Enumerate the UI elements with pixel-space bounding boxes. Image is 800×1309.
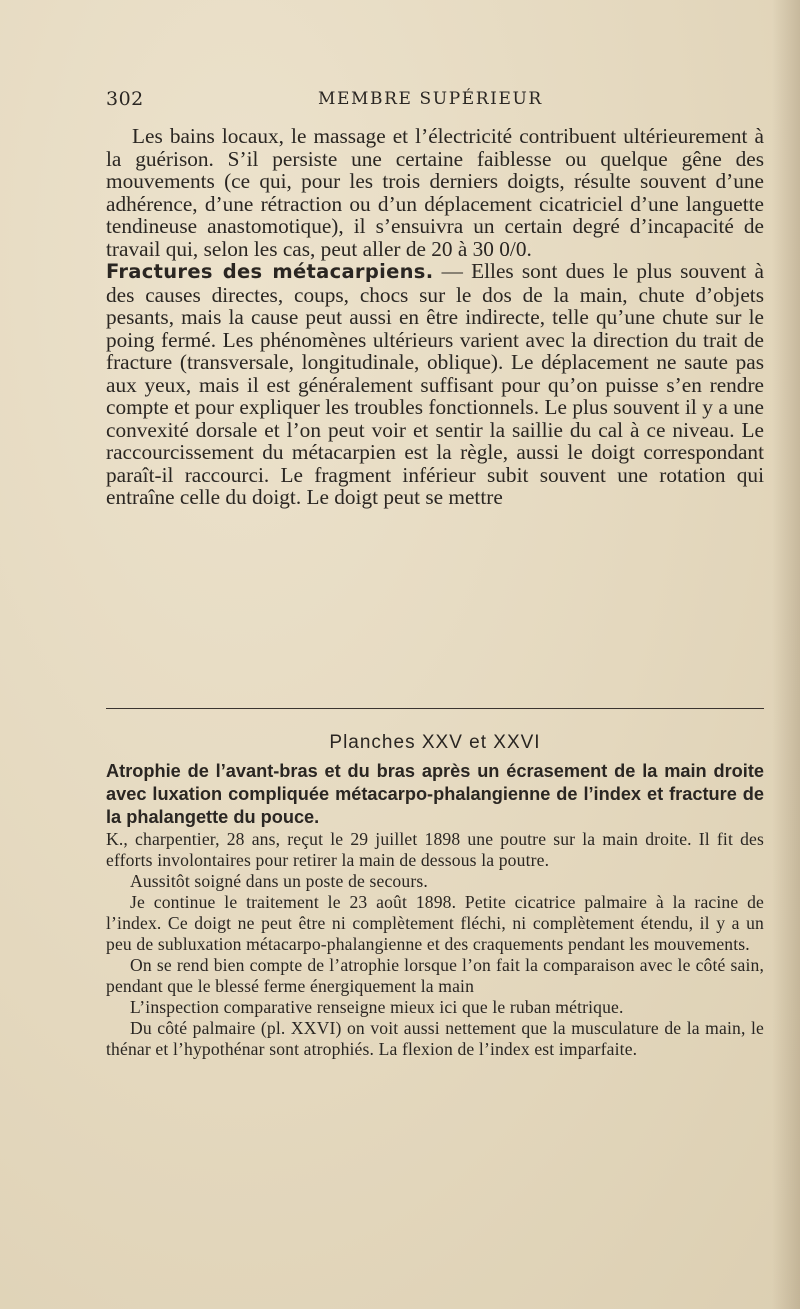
running-title: MEMBRE SUPÉRIEUR <box>318 89 543 109</box>
note-patient: K., charpentier, 28 ans, reçut le 29 juillet 1898 une poutre sur la main droite. Il fit des efforts involontaires pour retirer la main de dessous la poutre. <box>106 829 764 870</box>
note-treatment: Je continue le traitement le 23 août 1898. Petite cicatrice palmaire à la racine de l’index. Ce doigt ne peut être ni complètement fléchi, ni complètement étendu, il y a un peu de subluxation métacarpo-phalangienne et des craquements pendant les mouvements. <box>106 892 764 954</box>
paragraph-bains: Les bains locaux, le massage et l’électricité contribuent ultérieurement à la guérison. S’il persiste une certaine faiblesse ou quelque gêne des mouvements (ce qui, pour les trois derniers doigts, résulte souvent d’une adhérence, d’une rétraction ou d’un déplacement cicatriciel d’une languette tendineuse anastomotique), il s’ensuivra un certain degré d’incapacité de travail qui, selon les cas, peut aller de 20 à 30 0/0. <box>106 124 764 261</box>
paragraph-fractures-text: — Elles sont dues le plus souvent à des causes directes, coups, chocs sur le dos de la main, chute d’objets pesants, mais la cause peut aussi en être indirecte, telle qu’une chute sur le poing fermé. Les phénomènes ultérieurs varient avec la direction du trait de fracture (transversale, longitudinale, oblique). Le déplacement ne saute pas aux yeux, mais il est généralement suffisant pour qu’on puisse s’en rendre compte et pour expliquer les troubles fonctionnels. Le plus souvent il y a une convexité dorsale et l’on peut voir et sentir la saillie du cal à ce niveau. Le raccourcissement du métacarpien est la règle, aussi le doigt correspondant paraît-il raccourci. Le fragment inférieur subit souvent une rotation qui entraîne celle du doigt. Le doigt peut se mettre <box>106 259 764 509</box>
page-number: 302 <box>106 88 144 110</box>
note-atrophy: On se rend bien compte de l’atrophie lorsque l’on fait la comparaison avec le côté sain, pendant que le blessé ferme énergiquement la main <box>106 955 764 996</box>
note-inspection: L’inspection comparative renseigne mieux ici que le ruban métrique. <box>130 997 624 1017</box>
page-edge-shadow <box>772 0 800 1309</box>
plates-notes <box>106 732 764 1060</box>
running-head <box>106 88 766 114</box>
plates-caption: Atrophie de l’avant-bras et du bras après un écrasement de la main droite avec luxation compliquée métacarpo-phalangienne de l’index et fracture de la phalangette du pouce. <box>106 761 764 827</box>
section-heading: Fractures des métacarpiens. <box>106 260 434 283</box>
paragraph-fractures <box>106 260 764 509</box>
note-palmar: Du côté palmaire (pl. XXVI) on voit aussi nettement que la musculature de la main, le thénar et l’hypothénar sont atrophiés. La flexion de l’index est imparfaite. <box>106 1018 764 1059</box>
note-first-aid: Aussitôt soigné dans un poste de secours. <box>130 871 428 891</box>
plates-title: Planches XXV et XXVI <box>329 732 541 753</box>
footnote-divider <box>106 708 764 709</box>
main-text <box>106 125 764 509</box>
